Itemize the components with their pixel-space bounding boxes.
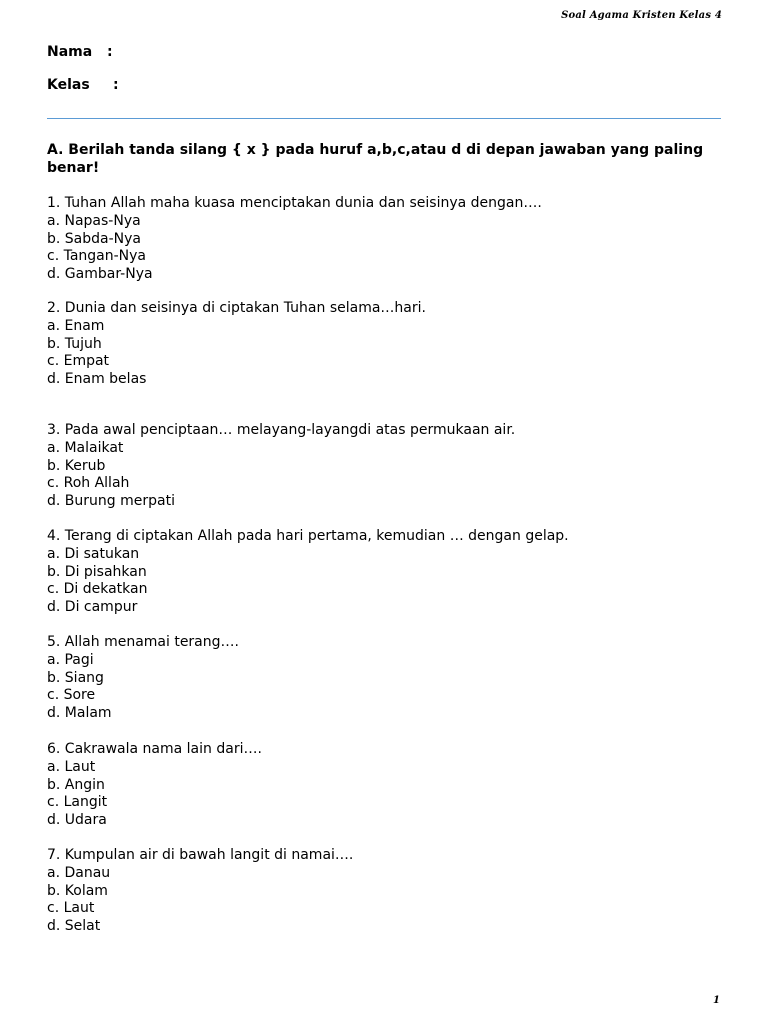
kelas-colon: : bbox=[113, 77, 119, 93]
nama-label: Nama bbox=[47, 44, 93, 60]
question-text: 1. Tuhan Allah maha kuasa menciptakan dunia dan seisinya dengan…. bbox=[47, 195, 542, 211]
question-1 bbox=[47, 195, 727, 284]
option-a: a. Enam bbox=[47, 317, 105, 334]
option-b: b. Di pisahkan bbox=[47, 563, 147, 580]
nama-field bbox=[47, 44, 113, 60]
option-d: d. Di campur bbox=[47, 599, 138, 616]
option-a: a. Napas-Nya bbox=[47, 212, 141, 229]
option-a: a. Laut bbox=[47, 758, 96, 775]
option-b: b. Sabda-Nya bbox=[47, 230, 141, 247]
question-6 bbox=[47, 741, 727, 830]
option-d: d. Enam belas bbox=[47, 371, 147, 388]
question-7 bbox=[47, 847, 727, 936]
question-text: 3. Pada awal penciptaan… melayang-layangdi atas permukaan air. bbox=[47, 422, 516, 438]
question-5 bbox=[47, 634, 727, 723]
option-a: a. Danau bbox=[47, 864, 111, 881]
option-b: b. Siang bbox=[47, 669, 104, 686]
option-b: b. Kolam bbox=[47, 882, 108, 899]
page-number: 1 bbox=[713, 995, 720, 1006]
question-3 bbox=[47, 422, 727, 511]
option-d: d. Gambar-Nya bbox=[47, 266, 153, 283]
option-b: b. Angin bbox=[47, 776, 105, 793]
question-text: 5. Allah menamai terang…. bbox=[47, 634, 239, 650]
option-c: c. Tangan-Nya bbox=[47, 248, 147, 265]
option-b: b. Tujuh bbox=[47, 335, 102, 352]
section-a-instruction: A. Berilah tanda silang { x } pada huruf a,b,c,atau d di depan jawaban yang paling benar! bbox=[47, 142, 704, 176]
option-c: c. Laut bbox=[47, 900, 95, 917]
option-c: c. Langit bbox=[47, 794, 108, 811]
option-a: a. Di satukan bbox=[47, 545, 140, 562]
option-a: a. Malaikat bbox=[47, 439, 124, 456]
option-a: a. Pagi bbox=[47, 651, 94, 668]
question-text: 7. Kumpulan air di bawah langit di namai…. bbox=[47, 847, 354, 863]
question-text: 4. Terang di ciptakan Allah pada hari pertama, kemudian … dengan gelap. bbox=[47, 528, 569, 544]
option-c: c. Empat bbox=[47, 353, 110, 370]
kelas-label: Kelas bbox=[47, 77, 90, 93]
option-d: d. Selat bbox=[47, 918, 101, 935]
option-d: d. Malam bbox=[47, 705, 112, 722]
option-d: d. Burung merpati bbox=[47, 493, 175, 510]
question-text: 6. Cakrawala nama lain dari…. bbox=[47, 741, 262, 757]
option-d: d. Udara bbox=[47, 812, 107, 829]
option-c: c. Di dekatkan bbox=[47, 581, 148, 598]
question-2 bbox=[47, 300, 727, 389]
page-header-title: Soal Agama Kristen Kelas 4 bbox=[561, 10, 722, 21]
header-divider bbox=[47, 118, 721, 119]
option-b: b. Kerub bbox=[47, 457, 106, 474]
option-c: c. Sore bbox=[47, 687, 96, 704]
question-4 bbox=[47, 528, 727, 617]
kelas-field bbox=[47, 77, 119, 93]
option-c: c. Roh Allah bbox=[47, 475, 130, 492]
question-text: 2. Dunia dan seisinya di ciptakan Tuhan selama…hari. bbox=[47, 300, 426, 316]
nama-colon: : bbox=[107, 44, 113, 60]
